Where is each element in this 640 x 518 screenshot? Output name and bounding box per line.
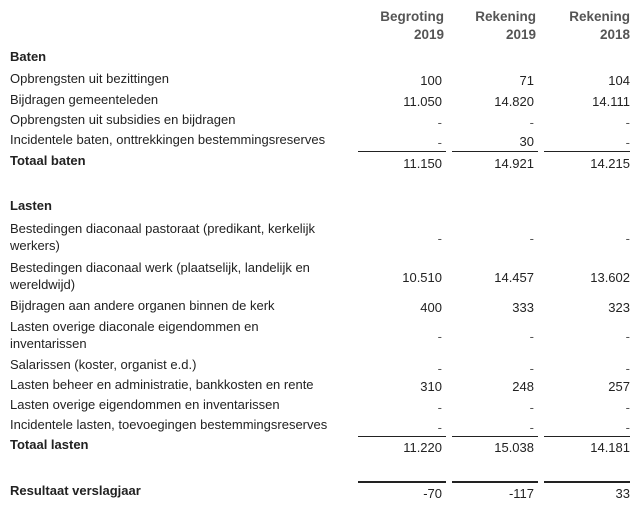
value-rekening-2018: - [625, 231, 630, 246]
row-label: Salarissen (koster, organist e.d.) [10, 357, 197, 372]
value-rekening-2018: - [625, 361, 630, 376]
value-rekening-2018: - [625, 400, 630, 415]
divider [452, 481, 538, 483]
value-rekening-2018: - [625, 329, 630, 344]
row-label: Incidentele lasten, toevoegingen bestemmingsreserves [10, 417, 328, 432]
value-begroting-2019: - [437, 231, 442, 246]
divider [544, 481, 630, 483]
value-rekening-2019: - [529, 231, 534, 246]
value-rekening-2019: 248 [512, 379, 534, 394]
divider [358, 151, 446, 152]
value-rekening-2018: 257 [608, 379, 630, 394]
row-label: Opbrengsten uit bezittingen [10, 71, 169, 86]
value-begroting-2019: - [437, 361, 442, 376]
result-label: Resultaat verslagjaar [10, 483, 141, 498]
divider [358, 481, 446, 483]
value-rekening-2019: 14.457 [494, 270, 534, 285]
value-rekening-2018: - [625, 135, 630, 150]
value-begroting-2019: - [437, 420, 442, 435]
row-label: Bijdragen aan andere organen binnen de kerk [10, 298, 275, 313]
value-rekening-2019: - [529, 420, 534, 435]
value-rekening-2018: 13.602 [590, 270, 630, 285]
value-begroting-2019: 11.220 [403, 440, 442, 455]
row-label: Incidentele baten, onttrekkingen bestemmingsreserves [10, 132, 326, 147]
value-begroting-2019: 11.050 [403, 94, 442, 109]
row-label: Lasten beheer en administratie, bankkosten en rente [10, 377, 314, 392]
divider [544, 436, 630, 437]
value-rekening-2019: 14.820 [494, 94, 534, 109]
divider [452, 436, 538, 437]
divider [544, 151, 630, 152]
value-rekening-2019: 14.921 [494, 156, 534, 171]
value-begroting-2019: - [437, 135, 442, 150]
header-rekening-2018: Rekening 2018 [569, 9, 630, 42]
value-rekening-2018: 323 [608, 300, 630, 315]
divider [358, 436, 446, 437]
header-begroting-2019: Begroting 2019 [380, 9, 444, 42]
value-rekening-2019: 333 [512, 300, 534, 315]
value-begroting-2019: 400 [420, 300, 442, 315]
row-label: Lasten overige diaconale eigendommen en inventarissen [10, 319, 259, 351]
value-rekening-2019: - [529, 361, 534, 376]
value-rekening-2018: 14.111 [592, 94, 630, 109]
value-rekening-2018: - [625, 115, 630, 130]
value-rekening-2019: 71 [519, 73, 534, 88]
row-label: Bestedingen diaconaal werk (plaatselijk, landelijk en wereldwijd) [10, 260, 310, 292]
row-label: Bestedingen diaconaal pastoraat (predikant, kerkelijk werkers) [10, 221, 315, 253]
divider [452, 151, 538, 152]
value-rekening-2019: - [529, 329, 534, 344]
value-begroting-2019: - [437, 115, 442, 130]
value-rekening-2018: 14.181 [590, 440, 630, 455]
value-rekening-2019: 30 [519, 134, 534, 149]
value-rekening-2018: 14.215 [590, 156, 630, 171]
value-begroting-2019: 11.150 [403, 156, 442, 171]
header-rekening-2019: Rekening 2019 [475, 9, 536, 42]
value-begroting-2019: 310 [420, 379, 442, 394]
row-label: Bijdragen gemeenteleden [10, 92, 159, 107]
value-begroting-2019: - [437, 400, 442, 415]
value-begroting-2019: - [437, 329, 442, 344]
value-rekening-2019: - [529, 400, 534, 415]
value-rekening-2019: 15.038 [494, 440, 534, 455]
total-label: Totaal baten [10, 153, 86, 168]
value-begroting-2019: 100 [420, 73, 442, 88]
value-rekening-2019: - [529, 115, 534, 130]
value-rekening-2019: -117 [508, 486, 534, 501]
total-label: Totaal lasten [10, 437, 89, 452]
value-rekening-2018: 33 [615, 486, 630, 501]
value-begroting-2019: -70 [423, 486, 442, 501]
value-rekening-2018: - [625, 420, 630, 435]
value-begroting-2019: 10.510 [402, 270, 442, 285]
row-label: Lasten overige eigendommen en inventarissen [10, 397, 280, 412]
value-rekening-2018: 104 [608, 73, 630, 88]
row-label: Opbrengsten uit subsidies en bijdragen [10, 112, 236, 127]
